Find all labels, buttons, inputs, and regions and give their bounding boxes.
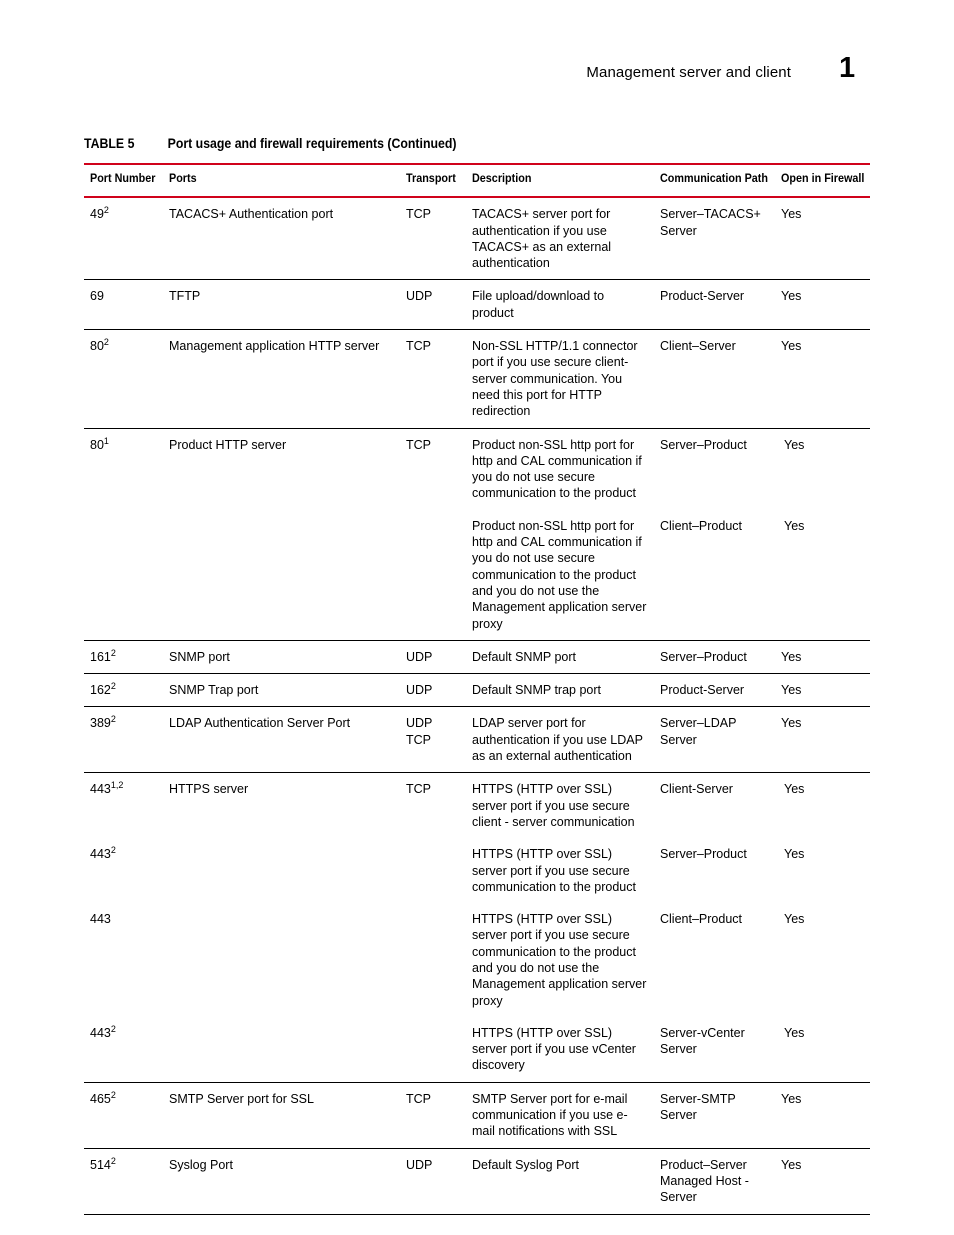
cell-open-in-firewall (775, 640, 870, 673)
cell-communication-path (654, 674, 775, 707)
table-row (84, 838, 870, 903)
cell-communication-path (654, 1082, 775, 1148)
communication-path: Server–Product (660, 649, 747, 664)
cell-open-in-firewall (775, 197, 870, 280)
cell-description (466, 428, 654, 510)
cell-transport (400, 330, 466, 428)
table-row (84, 1017, 870, 1082)
description: HTTPS (HTTP over SSL) server port if you use secure communication to the product (472, 847, 636, 894)
table-row (84, 510, 870, 641)
port-number: 161 (90, 649, 111, 664)
port-number: 69 (90, 289, 104, 304)
communication-path: Server-SMTP Server (660, 1091, 736, 1123)
open-in-firewall: Yes (781, 649, 802, 664)
cell-transport (400, 903, 466, 1017)
cell-open-in-firewall (775, 838, 870, 903)
cell-ports (163, 197, 400, 280)
description: LDAP server port for authentication if you use LDAP as an external authentication (472, 716, 643, 764)
port-number: 80 (90, 437, 104, 452)
communication-path: Product–Server Managed Host - Server (660, 1157, 749, 1205)
description: SMTP Server port for e-mail communication if you use e-mail notifications with SSL (472, 1091, 628, 1139)
footnote-ref: 1,2 (110, 780, 124, 791)
section-title: Management server and client (586, 64, 791, 81)
table-row (84, 280, 870, 330)
cell-port-number (84, 838, 163, 903)
description: HTTPS (HTTP over SSL) server port if you use secure communication to the product and you do not use the Management application server proxy (472, 912, 647, 1008)
table-row (84, 707, 870, 773)
cell-communication-path (654, 428, 775, 510)
table-row (84, 1148, 870, 1214)
transport: UDP (406, 649, 433, 664)
open-in-firewall: Yes (781, 716, 802, 731)
port-number: 443 (90, 782, 111, 797)
chapter-number: 1 (839, 52, 856, 84)
cell-transport (400, 1017, 466, 1082)
table-row (84, 773, 870, 838)
footnote-ref: 2 (103, 205, 109, 216)
footnote-ref: 2 (110, 845, 116, 856)
cell-port-number (84, 428, 163, 510)
port-name: SMTP Server port for SSL (169, 1091, 314, 1106)
port-name: Syslog Port (169, 1157, 233, 1172)
transport-secondary: TCP (406, 732, 431, 747)
description: Default SNMP port (472, 649, 576, 664)
cell-ports (163, 674, 400, 707)
cell-transport (400, 640, 466, 673)
communication-path: Server–Product (660, 847, 747, 862)
transport: TCP (406, 339, 431, 354)
description: Default Syslog Port (472, 1157, 579, 1172)
communication-path: Product-Server (660, 289, 745, 304)
cell-description (466, 197, 654, 280)
cell-transport (400, 838, 466, 903)
cell-communication-path (654, 510, 775, 641)
table-row (84, 903, 870, 1017)
transport: TCP (406, 437, 431, 452)
transport: UDP (406, 683, 433, 698)
footnote-ref: 2 (110, 1155, 116, 1166)
cell-open-in-firewall (775, 1148, 870, 1214)
cell-open-in-firewall (775, 280, 870, 330)
description: Non-SSL HTTP/1.1 connector port if you use secure client-server communication. You need this port for HTTP redirection (472, 339, 638, 419)
cell-port-number (84, 674, 163, 707)
cell-description (466, 1148, 654, 1214)
communication-path: Server-vCenter Server (660, 1025, 745, 1057)
column-header-communication-path: Communication Path (654, 164, 775, 197)
table-row (84, 640, 870, 673)
table-row (84, 1082, 870, 1148)
cell-open-in-firewall (775, 330, 870, 428)
cell-description (466, 640, 654, 673)
cell-open-in-firewall (775, 773, 870, 838)
open-in-firewall: Yes (781, 289, 802, 304)
table-row (84, 197, 870, 280)
transport: UDP (406, 289, 433, 304)
communication-path: Server–LDAP Server (660, 716, 737, 747)
cell-description (466, 707, 654, 773)
transport: UDP (406, 716, 433, 731)
port-name: Product HTTP server (169, 437, 287, 452)
cell-open-in-firewall (775, 428, 870, 510)
cell-description (466, 510, 654, 641)
cell-port-number (84, 1082, 163, 1148)
column-header-transport: Transport (400, 164, 466, 197)
cell-port-number (84, 903, 163, 1017)
cell-transport (400, 428, 466, 510)
description: Default SNMP trap port (472, 683, 601, 698)
port-number: 514 (90, 1157, 111, 1172)
footnote-ref: 2 (110, 1023, 116, 1034)
column-header-port-number: Port Number (84, 164, 163, 197)
cell-communication-path (654, 197, 775, 280)
communication-path: Client–Product (660, 912, 742, 927)
cell-ports (163, 510, 400, 641)
port-usage-table (84, 163, 870, 1215)
cell-description (466, 773, 654, 838)
footnote-ref: 2 (110, 647, 116, 658)
cell-open-in-firewall (775, 707, 870, 773)
cell-transport (400, 510, 466, 641)
open-in-firewall: Yes (784, 1025, 805, 1040)
transport: TCP (406, 782, 431, 797)
footnote-ref: 2 (110, 714, 116, 725)
port-name: HTTPS server (169, 782, 249, 797)
open-in-firewall: Yes (781, 207, 802, 222)
column-header-description: Description (466, 164, 654, 197)
port-name: LDAP Authentication Server Port (169, 716, 351, 731)
cell-port-number (84, 510, 163, 641)
port-name: SNMP Trap port (169, 683, 259, 698)
table-label: TABLE 5 (84, 135, 135, 151)
cell-description (466, 838, 654, 903)
table-row (84, 330, 870, 428)
cell-port-number (84, 1148, 163, 1214)
cell-communication-path (654, 330, 775, 428)
table-header-row (84, 164, 870, 197)
description: TACACS+ server port for authentication if you use TACACS+ as an external authentication (472, 207, 612, 271)
cell-description (466, 280, 654, 330)
cell-open-in-firewall (775, 903, 870, 1017)
cell-transport (400, 280, 466, 330)
cell-communication-path (654, 1148, 775, 1214)
open-in-firewall: Yes (781, 683, 802, 698)
communication-path: Client–Server (660, 339, 736, 354)
open-in-firewall: Yes (781, 1157, 802, 1172)
cell-ports (163, 838, 400, 903)
communication-path: Client-Server (660, 782, 733, 797)
table-row (84, 674, 870, 707)
cell-ports (163, 280, 400, 330)
communication-path: Server–TACACS+ Server (660, 207, 761, 238)
cell-port-number (84, 330, 163, 428)
cell-transport (400, 773, 466, 838)
cell-description (466, 674, 654, 707)
cell-port-number (84, 1017, 163, 1082)
port-name: Management application HTTP server (169, 339, 380, 354)
cell-transport (400, 197, 466, 280)
cell-communication-path (654, 838, 775, 903)
port-name: TACACS+ Authentication port (169, 207, 334, 222)
cell-ports (163, 773, 400, 838)
port-number: 465 (90, 1091, 111, 1106)
cell-open-in-firewall (775, 510, 870, 641)
cell-ports (163, 640, 400, 673)
port-name: TFTP (169, 289, 201, 304)
cell-transport (400, 1148, 466, 1214)
cell-communication-path (654, 1017, 775, 1082)
cell-ports (163, 1148, 400, 1214)
cell-port-number (84, 773, 163, 838)
column-header-open-in-firewall: Open in Firewall (775, 164, 870, 197)
cell-description (466, 1017, 654, 1082)
port-number: 443 (90, 1025, 111, 1040)
communication-path: Product-Server (660, 683, 745, 698)
communication-path: Server–Product (660, 437, 747, 452)
cell-open-in-firewall (775, 1017, 870, 1082)
footnote-ref: 2 (110, 1089, 116, 1100)
cell-communication-path (654, 707, 775, 773)
cell-port-number (84, 197, 163, 280)
cell-port-number (84, 280, 163, 330)
open-in-firewall: Yes (784, 912, 805, 927)
cell-description (466, 903, 654, 1017)
port-number: 389 (90, 716, 111, 731)
port-number: 443 (90, 912, 111, 927)
cell-communication-path (654, 903, 775, 1017)
cell-port-number (84, 640, 163, 673)
cell-ports (163, 903, 400, 1017)
footnote-ref: 2 (103, 337, 109, 348)
description: HTTPS (HTTP over SSL) server port if you use secure client - server communication (472, 782, 635, 829)
transport: TCP (406, 207, 431, 222)
description: Product non-SSL http port for http and CAL communication if you do not use secure communication to the product (472, 437, 642, 501)
transport: TCP (406, 1091, 431, 1106)
cell-port-number (84, 707, 163, 773)
port-number: 443 (90, 847, 111, 862)
table-caption (84, 135, 456, 151)
cell-ports (163, 707, 400, 773)
cell-communication-path (654, 280, 775, 330)
cell-ports (163, 330, 400, 428)
open-in-firewall: Yes (784, 437, 805, 452)
port-number: 49 (90, 207, 104, 222)
open-in-firewall: Yes (784, 847, 805, 862)
description: Product non-SSL http port for http and CAL communication if you do not use secure communication to the product and you do not use the Management application server proxy (472, 518, 647, 631)
description: HTTPS (HTTP over SSL) server port if you use vCenter discovery (472, 1025, 636, 1073)
cell-open-in-firewall (775, 1082, 870, 1148)
communication-path: Client–Product (660, 518, 742, 533)
cell-communication-path (654, 773, 775, 838)
column-header-ports: Ports (163, 164, 400, 197)
description: File upload/download to product (472, 289, 605, 320)
port-number: 80 (90, 339, 104, 354)
cell-ports (163, 1017, 400, 1082)
open-in-firewall: Yes (784, 782, 805, 797)
port-number: 162 (90, 683, 111, 698)
transport: UDP (406, 1157, 433, 1172)
open-in-firewall: Yes (781, 1091, 802, 1106)
cell-transport (400, 707, 466, 773)
cell-ports (163, 1082, 400, 1148)
cell-ports (163, 428, 400, 510)
cell-description (466, 330, 654, 428)
table-row (84, 428, 870, 510)
footnote-ref: 1 (103, 435, 109, 446)
cell-description (466, 1082, 654, 1148)
cell-transport (400, 674, 466, 707)
cell-open-in-firewall (775, 674, 870, 707)
open-in-firewall: Yes (781, 339, 802, 354)
port-name: SNMP port (169, 649, 230, 664)
footnote-ref: 2 (110, 681, 116, 692)
open-in-firewall: Yes (784, 518, 805, 533)
cell-transport (400, 1082, 466, 1148)
cell-communication-path (654, 640, 775, 673)
table-title: Port usage and firewall requirements (Continued) (167, 135, 457, 151)
